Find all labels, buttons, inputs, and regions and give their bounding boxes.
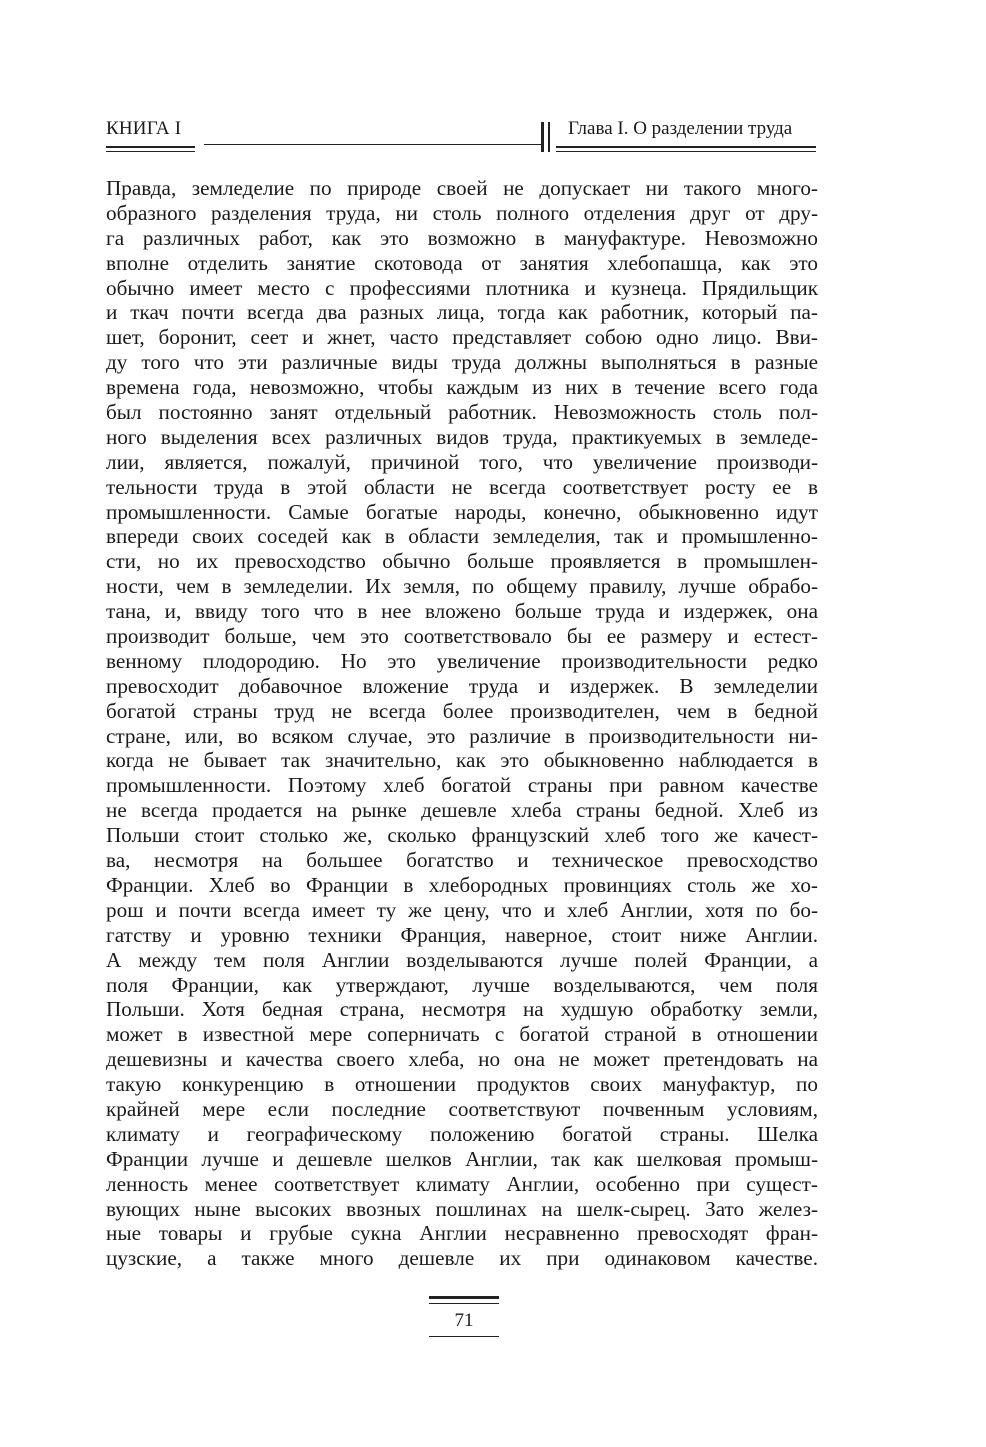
text-line: может в известной мере соперничать с богатой страной в отношении (106, 1022, 818, 1047)
text-line: впереди своих соседей как в области земледелия, так и промышленно- (106, 524, 818, 549)
page-number: 71 (454, 1310, 474, 1331)
text-line: был постоянно занят отдельный работник. Невозможность столь пол- (106, 400, 818, 425)
text-line: такую конкуренцию в отношении продуктов своих мануфактур, по (106, 1072, 818, 1097)
text-line: тельности труда в этой области не всегда соответствует росту ее в (106, 474, 818, 499)
text-line: ного выделения всех различных видов труда, практикуемых в земледе- (106, 424, 818, 449)
text-line: лии, является, пожалуй, причиной того, что увеличение производи- (106, 449, 818, 474)
text-line: га различных работ, как это возможно в мануфактуре. Невозможно (106, 225, 818, 250)
header-rule (106, 151, 195, 152)
text-line: образного разделения труда, ни столь полного отделения друг от дру- (106, 200, 818, 225)
text-line: тана, и, ввиду того что в нее вложено больше труда и издержек, она (106, 599, 818, 624)
folio-rule (429, 1303, 499, 1304)
folio-rule (429, 1336, 499, 1337)
running-header-chapter: Глава I. О разделении труда (568, 118, 793, 139)
text-line: и ткач почти всегда два разных лица, тогда как работник, который па- (106, 300, 818, 325)
text-line: Правда, земледелие по природе своей не допускает ни такого много- (106, 176, 818, 200)
text-line: производит больше, чем это соответствовало бы ее размеру и естест- (106, 624, 818, 649)
text-line: богатой страны труд не всегда более производителен, чем в бедной (106, 698, 818, 723)
body-text (106, 176, 818, 1271)
text-line: сти, но их превосходство обычно больше проявляется в промышлен- (106, 549, 818, 574)
text-line: дешевизны и качества своего хлеба, но она не может претендовать на (106, 1047, 818, 1072)
text-line: не всегда продается на рынке дешевле хлеба страны бедной. Хлеб из (106, 798, 818, 823)
text-line: Польши стоит столько же, сколько французский хлеб того же качест- (106, 823, 818, 848)
text-line: Франции. Хлеб во Франции в хлебородных провинциях столь же хо- (106, 872, 818, 897)
text-line: рош и почти всегда имеет ту же цену, что и хлеб Англии, хотя по бо- (106, 897, 818, 922)
text-line: венному плодородию. Но это увеличение производительности редко (106, 648, 818, 673)
text-line: превосходит добавочное вложение труда и издержек. В земледелии (106, 673, 818, 698)
text-line: А между тем поля Англии возделываются лучше полей Франции, а (106, 947, 818, 972)
text-line: поля Франции, как утверждают, лучше возделываются, чем поля (106, 972, 818, 997)
text-line: времена года, невозможно, чтобы каждым из них в течение всего года (106, 375, 818, 400)
text-line: ду того что эти различные виды труда должны выполняться в разные (106, 350, 818, 375)
running-header-book: КНИГА I (106, 118, 182, 139)
text-line: вполне отделить занятие скотовода от занятия хлебопашца, как это (106, 250, 818, 275)
header-divider (541, 122, 544, 152)
text-line: климату и географическому положению богатой страны. Шелка (106, 1121, 818, 1146)
text-line: шет, боронит, сеет и жнет, часто представляет собою одно лицо. Вви- (106, 325, 818, 350)
text-line: обычно имеет место с профессиями плотника и кузнеца. Прядильщик (106, 275, 818, 300)
text-line: промышленности. Поэтому хлеб богатой страны при равном качестве (106, 773, 818, 798)
text-line: ва, несмотря на большее богатство и техническое превосходство (106, 848, 818, 873)
text-line: крайней мере если последние соответствуют почвенным условиям, (106, 1096, 818, 1121)
text-line: ности, чем в земледелии. Их земля, по общему правилу, лучше обрабо- (106, 574, 818, 599)
text-line: стране, или, во всяком случае, это различие в производительности ни- (106, 723, 818, 748)
header-divider (548, 122, 550, 152)
text-line: когда не бывает так значительно, как это обыкновенно наблюдается в (106, 748, 818, 773)
text-line: ленность менее соответствует климату Англии, особенно при сущест- (106, 1171, 818, 1196)
header-rule (556, 146, 816, 148)
text-line: промышленности. Самые богатые народы, конечно, обыкновенно идут (106, 499, 818, 524)
text-line: ные товары и грубые сукна Англии несравненно превосходят фран- (106, 1221, 818, 1246)
text-line: гатству и уровню техники Франция, наверное, стоит ниже Англии. (106, 922, 818, 947)
header-rule (204, 144, 541, 145)
text-line: вующих ныне высоких ввозных пошлинах на шелк-сырец. Зато желез- (106, 1196, 818, 1221)
text-line: цузские, а также много дешевле их при одинаковом качестве. (106, 1246, 818, 1271)
header-rule (556, 151, 816, 152)
folio-rule (429, 1296, 499, 1299)
text-line: Франции лучше и дешевле шелков Англии, так как шелковая промыш- (106, 1146, 818, 1171)
header-rule (106, 146, 195, 148)
text-line: Польши. Хотя бедная страна, несмотря на худшую обработку земли, (106, 997, 818, 1022)
